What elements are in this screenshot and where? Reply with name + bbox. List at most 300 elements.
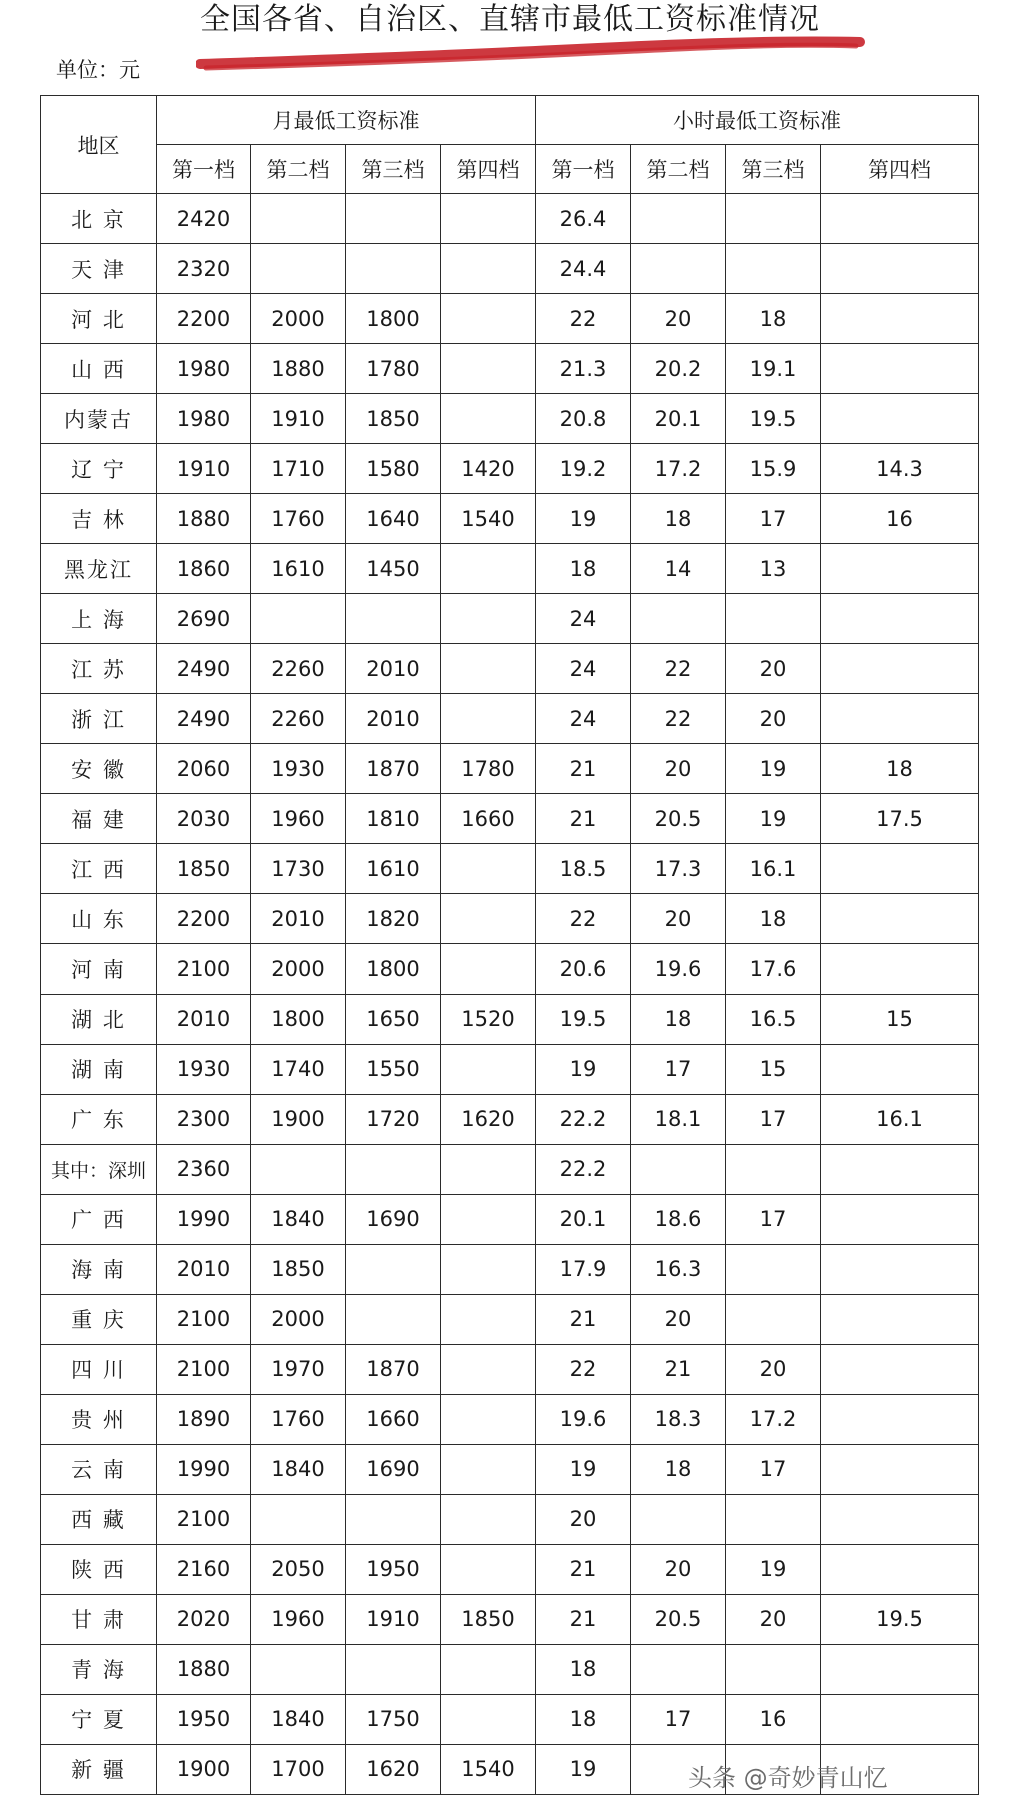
- hourly-tier-4-cell: 15: [821, 994, 979, 1044]
- monthly-tier-3-cell: [346, 194, 441, 244]
- table-row: [41, 1444, 979, 1494]
- hourly-tier-2-cell: [631, 1494, 726, 1544]
- monthly-tier-4-cell: [441, 544, 536, 594]
- monthly-tier-1-cell: 2100: [157, 1344, 251, 1394]
- hourly-tier-3-cell: [726, 594, 821, 644]
- region-cell: 广 西: [41, 1194, 157, 1244]
- monthly-tier-1-cell: 1850: [157, 844, 251, 894]
- monthly-tier-1-cell: 2160: [157, 1544, 251, 1594]
- hourly-tier-2-cell: 17.3: [631, 844, 726, 894]
- hourly-tier-4-cell: [821, 1344, 979, 1394]
- region-cell: 上 海: [41, 594, 157, 644]
- hourly-tier-4-cell: 14.3: [821, 444, 979, 494]
- region-cell: 甘 肃: [41, 1594, 157, 1644]
- table-row: [41, 1644, 979, 1694]
- hourly-tier-3-cell: 19: [726, 1544, 821, 1594]
- table-row: [41, 494, 979, 544]
- monthly-tier-1-cell: 1900: [157, 1744, 251, 1794]
- monthly-tier-1-cell: 2030: [157, 794, 251, 844]
- monthly-tier-2-cell: [251, 1644, 346, 1694]
- monthly-tier-1-cell: 1880: [157, 1644, 251, 1694]
- monthly-tier-2-cell: 1840: [251, 1444, 346, 1494]
- hourly-tier-2-cell: [631, 1144, 726, 1194]
- monthly-tier-1-cell: 1890: [157, 1394, 251, 1444]
- monthly-tier-4-header: 第四档: [441, 145, 536, 194]
- hourly-tier-1-cell: 19: [536, 1444, 631, 1494]
- monthly-tier-4-cell: 1540: [441, 494, 536, 544]
- monthly-tier-3-cell: 1800: [346, 944, 441, 994]
- hourly-tier-3-cell: [726, 1294, 821, 1344]
- monthly-tier-2-cell: 1880: [251, 344, 346, 394]
- hourly-tier-2-cell: [631, 244, 726, 294]
- region-cell: 湖 南: [41, 1044, 157, 1094]
- hourly-tier-2-cell: 21: [631, 1344, 726, 1394]
- monthly-tier-4-cell: [441, 844, 536, 894]
- monthly-tier-2-cell: [251, 1494, 346, 1544]
- table-row: [41, 294, 979, 344]
- hourly-tier-4-cell: [821, 944, 979, 994]
- monthly-tier-2-cell: 2000: [251, 1294, 346, 1344]
- hourly-tier-3-cell: 15.9: [726, 444, 821, 494]
- monthly-tier-1-cell: 2490: [157, 694, 251, 744]
- region-cell: 其中：深圳: [41, 1144, 157, 1194]
- table-row: [41, 194, 979, 244]
- monthly-tier-1-cell: 2010: [157, 1244, 251, 1294]
- monthly-tier-1-cell: 1860: [157, 544, 251, 594]
- monthly-tier-4-cell: [441, 644, 536, 694]
- table-row: [41, 944, 979, 994]
- hourly-tier-2-cell: 22: [631, 644, 726, 694]
- monthly-tier-3-cell: 1780: [346, 344, 441, 394]
- hourly-tier-1-cell: 19.2: [536, 444, 631, 494]
- table-row: [41, 244, 979, 294]
- monthly-tier-3-cell: 1580: [346, 444, 441, 494]
- monthly-tier-1-cell: 1910: [157, 444, 251, 494]
- hourly-tier-1-cell: 22: [536, 294, 631, 344]
- monthly-tier-2-cell: 2000: [251, 944, 346, 994]
- monthly-tier-4-cell: [441, 1294, 536, 1344]
- hourly-tier-1-cell: 21: [536, 1594, 631, 1644]
- monthly-tier-3-cell: 1800: [346, 294, 441, 344]
- hourly-tier-4-cell: [821, 1244, 979, 1294]
- region-cell: 福 建: [41, 794, 157, 844]
- region-cell: 辽 宁: [41, 444, 157, 494]
- region-cell: 山 西: [41, 344, 157, 394]
- monthly-tier-4-cell: [441, 1244, 536, 1294]
- hourly-tier-2-cell: [631, 1644, 726, 1694]
- table-row: [41, 1594, 979, 1644]
- hourly-tier-4-cell: 16: [821, 494, 979, 544]
- table-row: [41, 1694, 979, 1744]
- hourly-tier-2-cell: 18.1: [631, 1094, 726, 1144]
- hourly-tier-2-cell: 16.3: [631, 1244, 726, 1294]
- region-cell: 广 东: [41, 1094, 157, 1144]
- table-row: [41, 1144, 979, 1194]
- monthly-tier-4-cell: [441, 1494, 536, 1544]
- red-underline-mark: [196, 30, 866, 80]
- monthly-tier-1-cell: 1980: [157, 344, 251, 394]
- monthly-tier-4-cell: 1780: [441, 744, 536, 794]
- region-cell: 内蒙古: [41, 394, 157, 444]
- monthly-tier-2-cell: 1760: [251, 494, 346, 544]
- hourly-tier-2-cell: 14: [631, 544, 726, 594]
- hourly-tier-3-cell: 19.5: [726, 394, 821, 444]
- monthly-tier-4-cell: 1540: [441, 1744, 536, 1794]
- monthly-tier-2-cell: 1930: [251, 744, 346, 794]
- monthly-tier-1-cell: 1950: [157, 1694, 251, 1744]
- table-row: [41, 1544, 979, 1594]
- monthly-tier-1-cell: 2690: [157, 594, 251, 644]
- hourly-tier-2-cell: [631, 594, 726, 644]
- table-row: [41, 544, 979, 594]
- hourly-tier-3-cell: [726, 1244, 821, 1294]
- monthly-tier-3-cell: [346, 1244, 441, 1294]
- hourly-tier-4-cell: [821, 1044, 979, 1094]
- monthly-tier-2-cell: 2000: [251, 294, 346, 344]
- hourly-tier-2-cell: 18.6: [631, 1194, 726, 1244]
- region-cell: 江 西: [41, 844, 157, 894]
- monthly-tier-2-cell: 1840: [251, 1194, 346, 1244]
- monthly-tier-2-cell: 1800: [251, 994, 346, 1044]
- monthly-tier-4-cell: [441, 1144, 536, 1194]
- hourly-tier-3-cell: 13: [726, 544, 821, 594]
- minimum-wage-table: [40, 95, 979, 1795]
- table-row: [41, 644, 979, 694]
- hourly-tier-3-cell: 17.6: [726, 944, 821, 994]
- hourly-tier-4-cell: [821, 1544, 979, 1594]
- hourly-tier-3-cell: 20: [726, 644, 821, 694]
- monthly-tier-1-cell: 1990: [157, 1194, 251, 1244]
- table-row: [41, 1344, 979, 1394]
- monthly-tier-2-header: 第二档: [251, 145, 346, 194]
- hourly-tier-1-cell: 26.4: [536, 194, 631, 244]
- hourly-tier-4-cell: [821, 1694, 979, 1744]
- monthly-tier-2-cell: 2260: [251, 644, 346, 694]
- table-row: [41, 1194, 979, 1244]
- monthly-tier-3-cell: 1870: [346, 1344, 441, 1394]
- monthly-tier-1-cell: 2300: [157, 1094, 251, 1144]
- hourly-tier-1-cell: 17.9: [536, 1244, 631, 1294]
- hourly-tier-1-cell: 18: [536, 1644, 631, 1694]
- hourly-tier-3-cell: [726, 194, 821, 244]
- table-row: [41, 1394, 979, 1444]
- monthly-tier-4-cell: [441, 344, 536, 394]
- monthly-tier-3-cell: 1690: [346, 1194, 441, 1244]
- hourly-tier-1-cell: 21: [536, 1294, 631, 1344]
- monthly-tier-2-cell: [251, 244, 346, 294]
- hourly-tier-2-cell: 17.2: [631, 444, 726, 494]
- region-cell: 四 川: [41, 1344, 157, 1394]
- hourly-tier-1-cell: 24: [536, 594, 631, 644]
- hourly-tier-4-cell: [821, 1644, 979, 1694]
- table-row: [41, 1044, 979, 1094]
- hourly-tier-2-cell: 20: [631, 294, 726, 344]
- table-row: [41, 394, 979, 444]
- region-cell: 河 北: [41, 294, 157, 344]
- region-cell: 重 庆: [41, 1294, 157, 1344]
- region-cell: 浙 江: [41, 694, 157, 744]
- monthly-tier-3-header: 第三档: [346, 145, 441, 194]
- monthly-tier-2-cell: 1900: [251, 1094, 346, 1144]
- hourly-tier-2-cell: 18: [631, 1444, 726, 1494]
- monthly-tier-3-cell: 1810: [346, 794, 441, 844]
- hourly-tier-3-cell: [726, 1644, 821, 1694]
- monthly-tier-2-cell: 1910: [251, 394, 346, 444]
- hourly-tier-4-cell: [821, 694, 979, 744]
- hourly-tier-4-cell: [821, 194, 979, 244]
- monthly-tier-4-cell: [441, 1344, 536, 1394]
- monthly-tier-3-cell: 1640: [346, 494, 441, 544]
- monthly-tier-1-cell: 2320: [157, 244, 251, 294]
- hourly-tier-2-cell: 20: [631, 894, 726, 944]
- monthly-tier-3-cell: [346, 1144, 441, 1194]
- monthly-tier-4-cell: [441, 894, 536, 944]
- table-row: [41, 744, 979, 794]
- monthly-tier-3-cell: 1910: [346, 1594, 441, 1644]
- region-cell: 云 南: [41, 1444, 157, 1494]
- monthly-tier-4-cell: [441, 594, 536, 644]
- hourly-tier-2-cell: 19.6: [631, 944, 726, 994]
- monthly-tier-3-cell: [346, 1294, 441, 1344]
- hourly-tier-3-cell: 19: [726, 794, 821, 844]
- hourly-tier-3-cell: 17: [726, 1194, 821, 1244]
- hourly-tier-2-cell: [631, 194, 726, 244]
- monthly-tier-4-cell: 1520: [441, 994, 536, 1044]
- hourly-tier-1-cell: 20.1: [536, 1194, 631, 1244]
- monthly-tier-4-cell: 1660: [441, 794, 536, 844]
- table-row: [41, 444, 979, 494]
- hourly-tier-4-cell: 18: [821, 744, 979, 794]
- hourly-tier-4-cell: [821, 394, 979, 444]
- monthly-tier-1-cell: 2100: [157, 1294, 251, 1344]
- hourly-tier-2-cell: 20.5: [631, 794, 726, 844]
- monthly-tier-4-cell: [441, 1044, 536, 1094]
- table-row: [41, 994, 979, 1044]
- monthly-tier-1-cell: 2100: [157, 1494, 251, 1544]
- region-cell: 河 南: [41, 944, 157, 994]
- hourly-tier-1-cell: 22.2: [536, 1144, 631, 1194]
- monthly-tier-3-cell: 1610: [346, 844, 441, 894]
- monthly-tier-1-cell: 2360: [157, 1144, 251, 1194]
- hourly-tier-3-cell: 17: [726, 1094, 821, 1144]
- hourly-tier-3-cell: 16: [726, 1694, 821, 1744]
- region-cell: 海 南: [41, 1244, 157, 1294]
- region-cell: 江 苏: [41, 644, 157, 694]
- hourly-tier-3-cell: 19: [726, 744, 821, 794]
- hourly-tier-3-cell: 20: [726, 1594, 821, 1644]
- monthly-tier-3-cell: 1870: [346, 744, 441, 794]
- monthly-tier-4-cell: [441, 1194, 536, 1244]
- hourly-tier-2-cell: 20: [631, 744, 726, 794]
- hourly-tier-3-header: 第三档: [726, 145, 821, 194]
- monthly-tier-2-cell: [251, 594, 346, 644]
- table-row: [41, 1094, 979, 1144]
- monthly-tier-4-cell: [441, 394, 536, 444]
- monthly-tier-3-cell: [346, 1494, 441, 1544]
- table-row: [41, 1244, 979, 1294]
- hourly-tier-4-cell: 19.5: [821, 1594, 979, 1644]
- monthly-tier-4-cell: 1850: [441, 1594, 536, 1644]
- hourly-tier-2-cell: 22: [631, 694, 726, 744]
- hourly-tier-3-cell: [726, 1494, 821, 1544]
- hourly-tier-1-cell: 19.5: [536, 994, 631, 1044]
- region-cell: 贵 州: [41, 1394, 157, 1444]
- monthly-standard-header: 月最低工资标准: [157, 96, 536, 145]
- monthly-tier-2-cell: [251, 194, 346, 244]
- region-cell: 湖 北: [41, 994, 157, 1044]
- hourly-tier-2-cell: 20: [631, 1294, 726, 1344]
- monthly-tier-1-cell: 1930: [157, 1044, 251, 1094]
- monthly-tier-3-cell: 1750: [346, 1694, 441, 1744]
- hourly-tier-1-cell: 24.4: [536, 244, 631, 294]
- monthly-tier-2-cell: 1840: [251, 1694, 346, 1744]
- hourly-tier-1-cell: 19: [536, 1744, 631, 1794]
- hourly-tier-1-cell: 18: [536, 544, 631, 594]
- monthly-tier-2-cell: 1740: [251, 1044, 346, 1094]
- monthly-tier-3-cell: 1660: [346, 1394, 441, 1444]
- monthly-tier-1-cell: 2420: [157, 194, 251, 244]
- monthly-tier-2-cell: 1970: [251, 1344, 346, 1394]
- region-cell: 山 东: [41, 894, 157, 944]
- hourly-tier-3-cell: 19.1: [726, 344, 821, 394]
- hourly-tier-4-cell: 16.1: [821, 1094, 979, 1144]
- monthly-tier-4-cell: [441, 1644, 536, 1694]
- region-cell: 西 藏: [41, 1494, 157, 1544]
- hourly-standard-header: 小时最低工资标准: [536, 96, 979, 145]
- hourly-tier-2-cell: 18: [631, 494, 726, 544]
- monthly-tier-4-cell: [441, 944, 536, 994]
- monthly-tier-4-cell: [441, 1694, 536, 1744]
- monthly-tier-4-cell: [441, 194, 536, 244]
- unit-label: 单位：元: [56, 58, 140, 82]
- monthly-tier-3-cell: 2010: [346, 644, 441, 694]
- monthly-tier-3-cell: [346, 594, 441, 644]
- table-header-group-row: [41, 96, 979, 145]
- region-cell: 陕 西: [41, 1544, 157, 1594]
- monthly-tier-3-cell: 1850: [346, 394, 441, 444]
- hourly-tier-4-cell: [821, 894, 979, 944]
- table-header-tier-row: [41, 145, 979, 194]
- hourly-tier-4-cell: [821, 544, 979, 594]
- hourly-tier-3-cell: 20: [726, 1344, 821, 1394]
- hourly-tier-3-cell: 18: [726, 294, 821, 344]
- monthly-tier-4-cell: 1420: [441, 444, 536, 494]
- hourly-tier-2-cell: 20: [631, 1544, 726, 1594]
- monthly-tier-2-cell: 1730: [251, 844, 346, 894]
- monthly-tier-4-cell: [441, 1394, 536, 1444]
- region-cell: 北 京: [41, 194, 157, 244]
- monthly-tier-2-cell: 1960: [251, 794, 346, 844]
- watermark: 头条 @奇妙青山忆: [688, 1764, 888, 1792]
- hourly-tier-2-cell: 20.5: [631, 1594, 726, 1644]
- table-row: [41, 694, 979, 744]
- region-header: 地区: [41, 96, 157, 194]
- hourly-tier-4-cell: [821, 1394, 979, 1444]
- monthly-tier-2-cell: 1610: [251, 544, 346, 594]
- monthly-tier-3-cell: [346, 1644, 441, 1694]
- hourly-tier-1-cell: 19: [536, 494, 631, 544]
- table-row: [41, 1294, 979, 1344]
- monthly-tier-2-cell: 1850: [251, 1244, 346, 1294]
- hourly-tier-4-cell: [821, 844, 979, 894]
- monthly-tier-3-cell: [346, 244, 441, 294]
- hourly-tier-4-cell: [821, 644, 979, 694]
- monthly-tier-3-cell: 1950: [346, 1544, 441, 1594]
- hourly-tier-1-cell: 24: [536, 694, 631, 744]
- hourly-tier-3-cell: 18: [726, 894, 821, 944]
- hourly-tier-3-cell: 17: [726, 494, 821, 544]
- hourly-tier-1-cell: 21: [536, 794, 631, 844]
- hourly-tier-3-cell: [726, 244, 821, 294]
- hourly-tier-4-cell: 17.5: [821, 794, 979, 844]
- table-body: [41, 194, 979, 1795]
- monthly-tier-2-cell: 2010: [251, 894, 346, 944]
- hourly-tier-2-cell: 18: [631, 994, 726, 1044]
- hourly-tier-3-cell: 15: [726, 1044, 821, 1094]
- region-cell: 吉 林: [41, 494, 157, 544]
- table-row: [41, 594, 979, 644]
- hourly-tier-2-header: 第二档: [631, 145, 726, 194]
- hourly-tier-4-cell: [821, 344, 979, 394]
- region-cell: 安 徽: [41, 744, 157, 794]
- monthly-tier-2-cell: 1760: [251, 1394, 346, 1444]
- hourly-tier-3-cell: [726, 1144, 821, 1194]
- hourly-tier-4-cell: [821, 1194, 979, 1244]
- hourly-tier-4-cell: [821, 594, 979, 644]
- monthly-tier-4-cell: [441, 244, 536, 294]
- monthly-tier-4-cell: 1620: [441, 1094, 536, 1144]
- monthly-tier-4-cell: [441, 694, 536, 744]
- monthly-tier-2-cell: 2260: [251, 694, 346, 744]
- monthly-tier-2-cell: 1700: [251, 1744, 346, 1794]
- monthly-tier-1-cell: 2010: [157, 994, 251, 1044]
- hourly-tier-1-cell: 22: [536, 1344, 631, 1394]
- hourly-tier-3-cell: 17: [726, 1444, 821, 1494]
- hourly-tier-1-cell: 24: [536, 644, 631, 694]
- hourly-tier-3-cell: 16.1: [726, 844, 821, 894]
- hourly-tier-1-cell: 20: [536, 1494, 631, 1544]
- monthly-tier-1-cell: 2200: [157, 294, 251, 344]
- monthly-tier-1-cell: 1980: [157, 394, 251, 444]
- monthly-tier-3-cell: 1650: [346, 994, 441, 1044]
- hourly-tier-1-cell: 22: [536, 894, 631, 944]
- hourly-tier-4-cell: [821, 1294, 979, 1344]
- hourly-tier-2-cell: 17: [631, 1044, 726, 1094]
- table-row: [41, 344, 979, 394]
- hourly-tier-1-cell: 21: [536, 744, 631, 794]
- region-cell: 宁 夏: [41, 1694, 157, 1744]
- monthly-tier-1-cell: 2060: [157, 744, 251, 794]
- hourly-tier-4-cell: [821, 244, 979, 294]
- hourly-tier-1-cell: 18: [536, 1694, 631, 1744]
- monthly-tier-3-cell: 2010: [346, 694, 441, 744]
- monthly-tier-1-cell: 1990: [157, 1444, 251, 1494]
- table-row: [41, 1494, 979, 1544]
- region-cell: 青 海: [41, 1644, 157, 1694]
- hourly-tier-1-cell: 20.6: [536, 944, 631, 994]
- hourly-tier-2-cell: 20.2: [631, 344, 726, 394]
- monthly-tier-3-cell: 1820: [346, 894, 441, 944]
- hourly-tier-3-cell: 17.2: [726, 1394, 821, 1444]
- region-cell: 黑龙江: [41, 544, 157, 594]
- hourly-tier-1-cell: 21: [536, 1544, 631, 1594]
- monthly-tier-3-cell: 1690: [346, 1444, 441, 1494]
- region-cell: 新 疆: [41, 1744, 157, 1794]
- monthly-tier-2-cell: [251, 1144, 346, 1194]
- hourly-tier-1-cell: 22.2: [536, 1094, 631, 1144]
- monthly-tier-1-header: 第一档: [157, 145, 251, 194]
- hourly-tier-3-cell: 16.5: [726, 994, 821, 1044]
